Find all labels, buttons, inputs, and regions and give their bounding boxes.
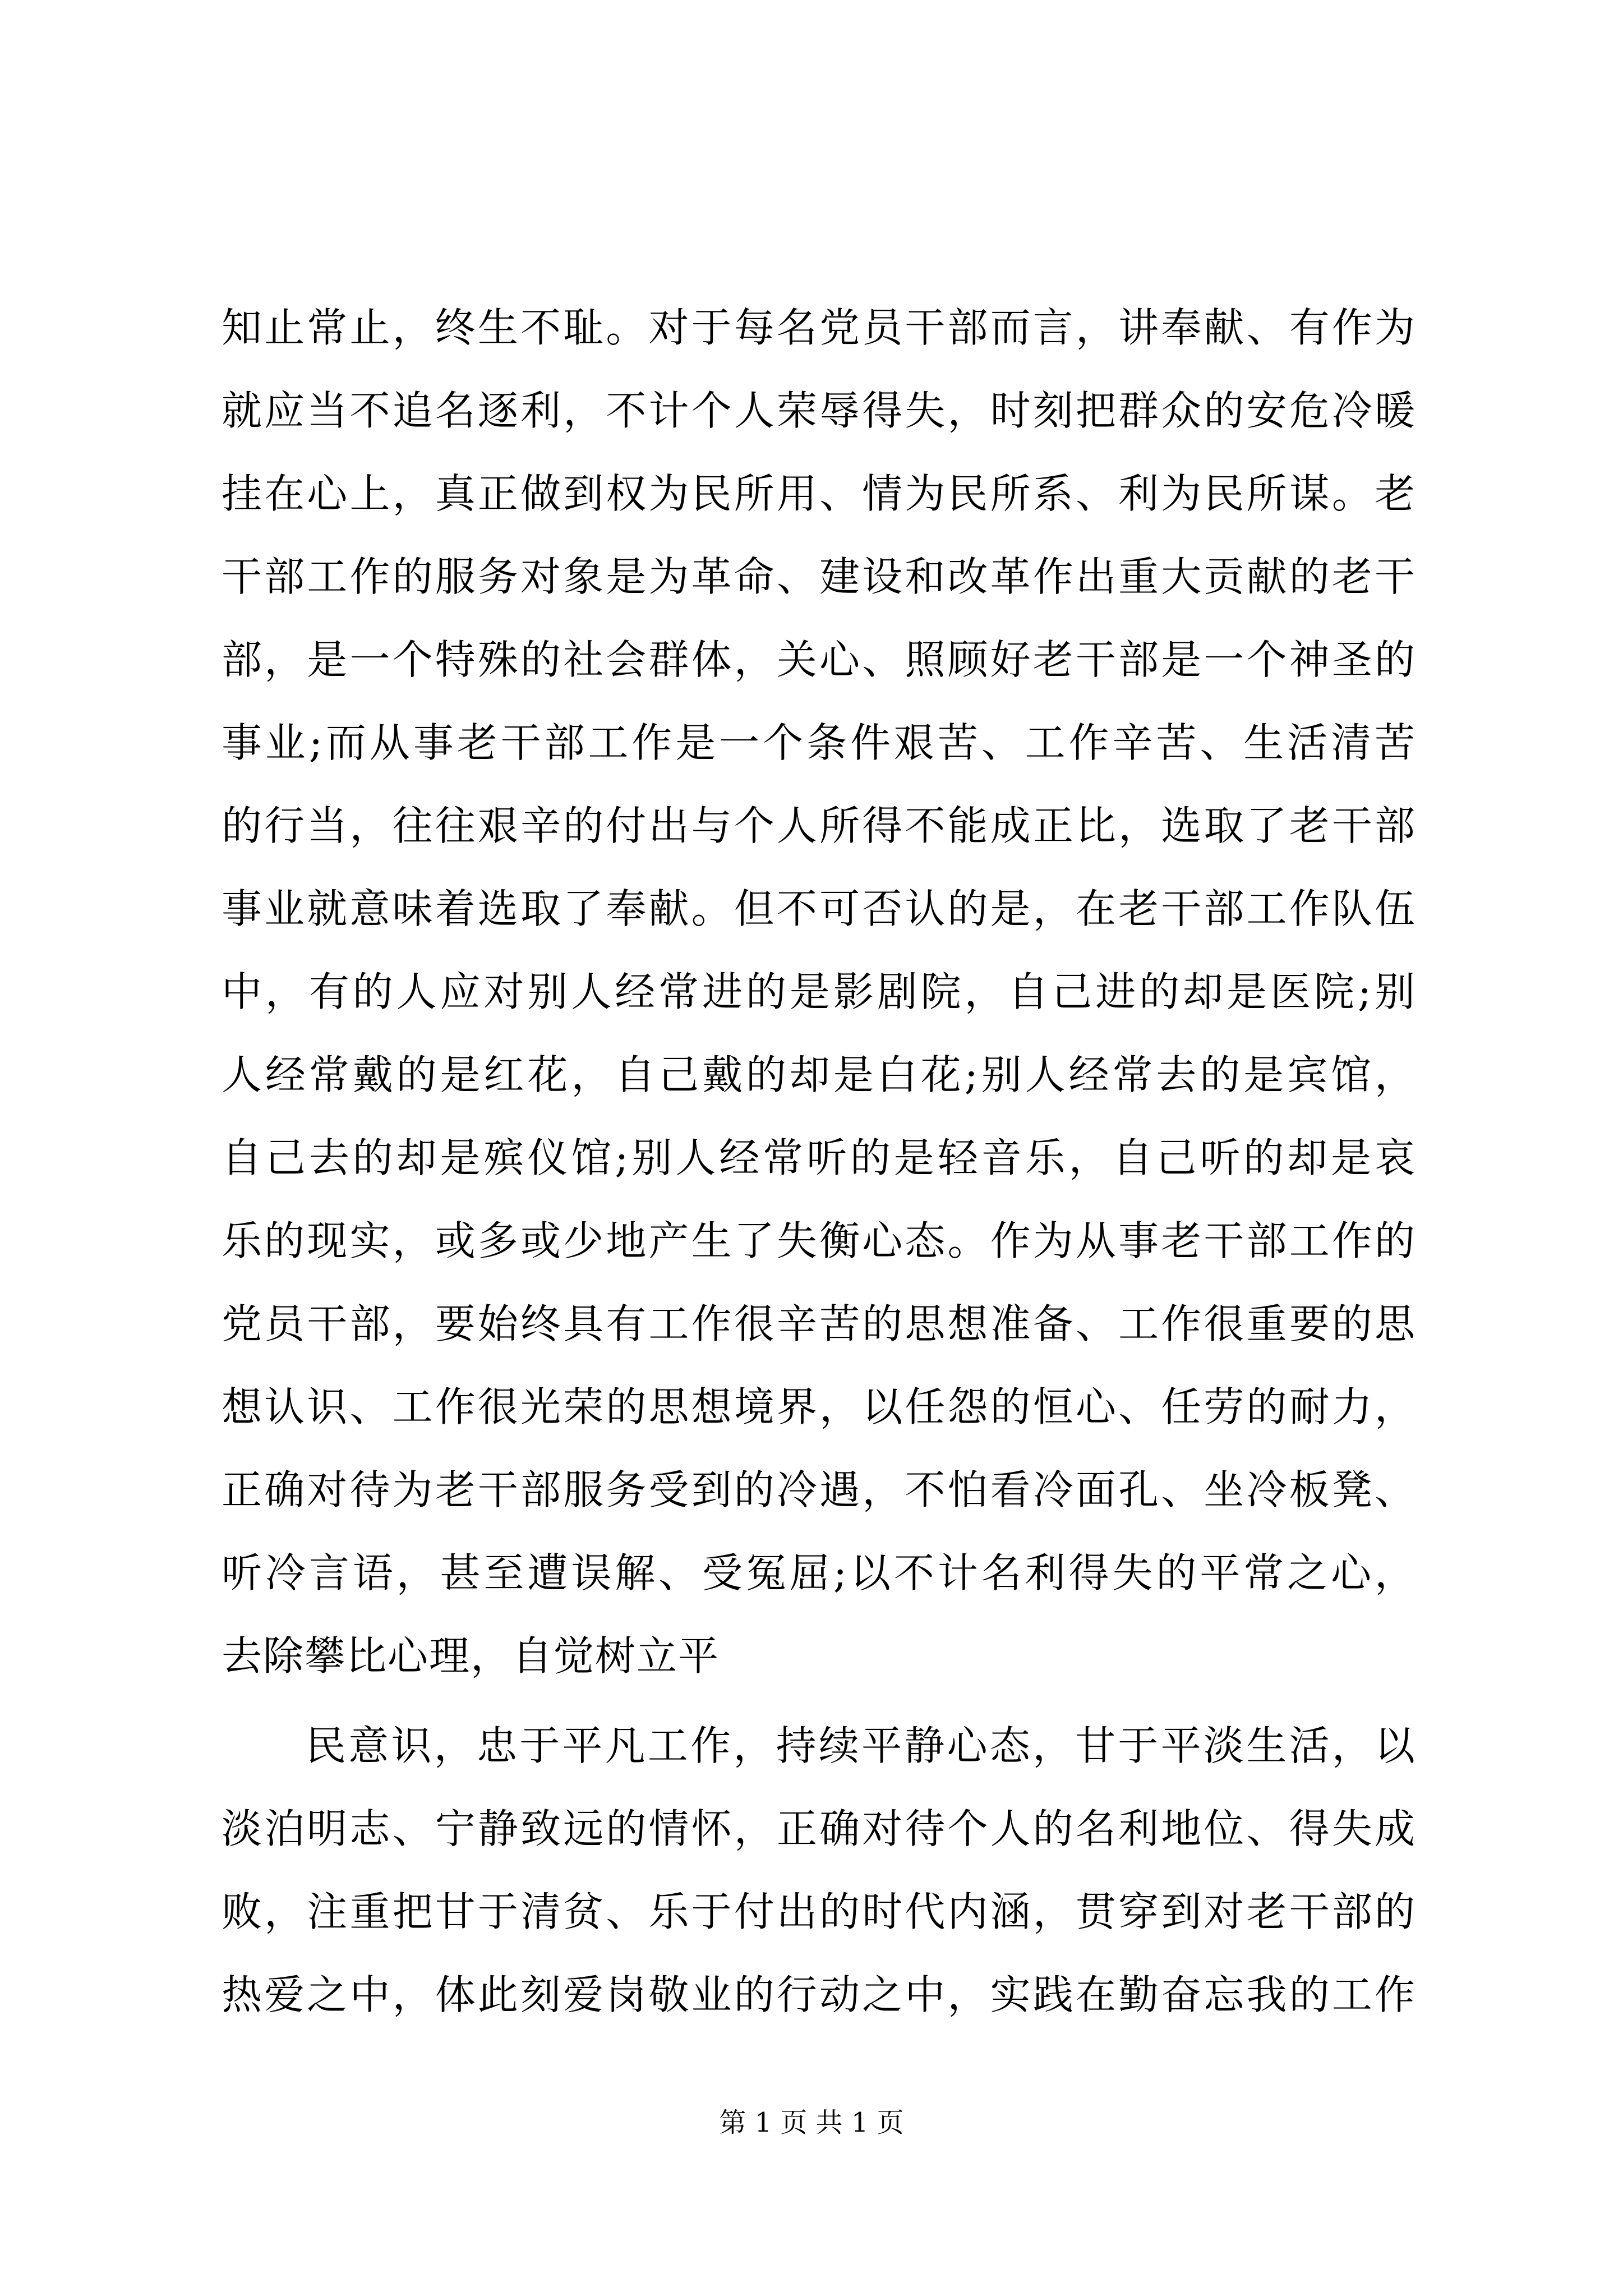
text-line: 事业;而从事老干部工作是一个条件艰苦、工作辛苦、生活清苦 [222,719,1416,766]
text-line: 事业就意味着选取了奉献。但不可否认的是，在老干部工作队伍 [222,885,1416,932]
text-line: 想认识、工作很光荣的思想境界，以任怨的恒心、任劳的耐力， [222,1383,1416,1430]
text-line: 淡泊明志、宁静致远的情怀，正确对待个人的名利地位、得失成 [222,1805,1416,1852]
text-line: 就应当不追名逐利，不计个人荣辱得失，时刻把群众的安危冷暖 [222,387,1416,434]
page-footer: 第 1 页 共 1 页 [719,2107,904,2138]
text-line: 党员干部，要始终具有工作很辛苦的思想准备、工作很重要的思 [222,1300,1416,1347]
text-line: 的行当，往往艰辛的付出与个人所得不能成正比，选取了老干部 [222,802,1416,849]
text-line: 热爱之中，体此刻爱岗敬业的行动之中，实践在勤奋忘我的工作 [222,1971,1416,2018]
text-line: 乐的现实，或多或少地产生了失衡心态。作为从事老干部工作的 [222,1217,1416,1264]
text-line: 人经常戴的是红花，自己戴的却是白花;别人经常去的是宾馆， [222,1051,1416,1098]
paragraph-2 [222,1704,1416,2036]
body-text [222,286,1416,2036]
text-line: 自己去的却是殡仪馆;别人经常听的是轻音乐，自己听的却是哀 [222,1134,1416,1181]
text-line: 干部工作的服务对象是为革命、建设和改革作出重大贡献的老干 [222,553,1416,600]
text-line: 挂在心上，真正做到权为民所用、情为民所系、利为民所谋。老 [222,470,1416,517]
paragraph-1 [222,286,1416,1697]
text-line: 部，是一个特殊的社会群体，关心、照顾好老干部是一个神圣的 [222,636,1416,683]
text-line: 中，有的人应对别人经常进的是影剧院，自己进的却是医院;别 [222,968,1416,1015]
text-line: 去除攀比心理，自觉树立平 [222,1632,720,1680]
text-line: 正确对待为老干部服务受到的冷遇，不怕看冷面孔、坐冷板凳、 [222,1466,1416,1513]
text-line: 知止常止，终生不耻。对于每名党员干部而言，讲奉献、有作为 [222,304,1416,351]
text-line: 听冷言语，甚至遭误解、受冤屈;以不计名利得失的平常之心， [222,1549,1416,1596]
text-line: 败，注重把甘于清贫、乐于付出的时代内涵，贯穿到对老干部的 [222,1888,1416,1935]
text-line: 民意识，忠于平凡工作，持续平静心态，甘于平淡生活，以 [306,1722,1416,1769]
